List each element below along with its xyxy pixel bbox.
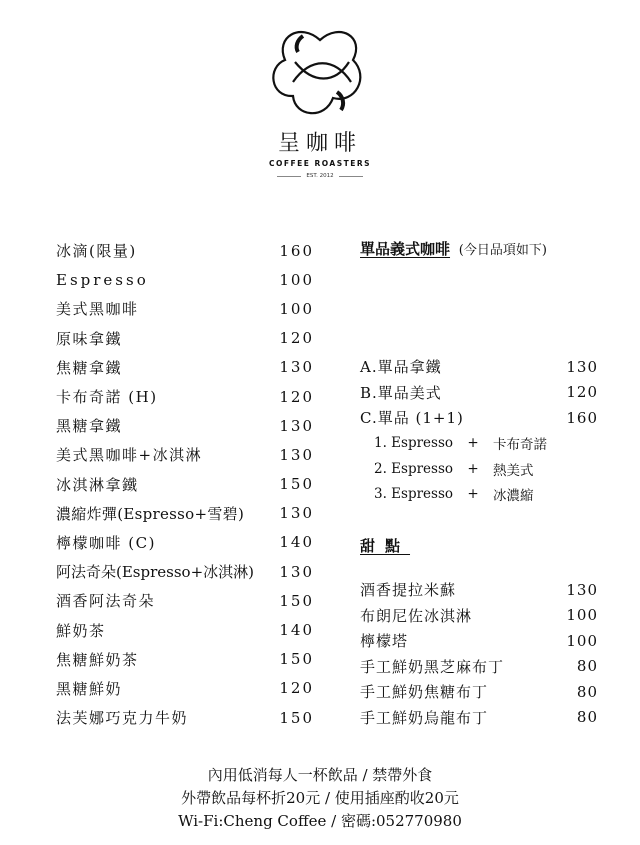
combo-plus: + <box>467 435 479 452</box>
item-name: 濃縮炸彈(Espresso+雪碧) <box>56 504 245 523</box>
item-price: 120 <box>279 387 314 406</box>
item-name: 檸檬塔 <box>360 632 409 651</box>
menu-row <box>56 236 314 265</box>
item-name: 冰滴(限量) <box>56 242 137 261</box>
item-name: 酒香阿法奇朵 <box>56 592 156 611</box>
item-price: 130 <box>566 580 598 599</box>
dessert-heading: 甜點 <box>360 537 411 555</box>
item-price: 130 <box>279 358 314 377</box>
footer-line-wifi: Wi-Fi:Cheng Coffee / 密碼:052770980 <box>178 812 462 830</box>
menu-row <box>56 499 314 528</box>
menu-row <box>56 645 314 674</box>
item-name: 法芙娜巧克力牛奶 <box>56 709 189 728</box>
item-name: 美式黑咖啡+冰淇淋 <box>56 446 203 465</box>
divider <box>339 176 363 177</box>
item-price: 80 <box>576 657 598 676</box>
item-name: 手工鮮奶黑芝麻布丁 <box>360 657 505 676</box>
item-price: 100 <box>279 299 314 318</box>
menu-row <box>56 294 314 323</box>
item-name: 手工鮮奶焦糖布丁 <box>360 683 489 702</box>
single-origin-heading <box>360 238 598 259</box>
menu-row <box>56 440 314 469</box>
menu-row <box>360 354 598 380</box>
item-price: 130 <box>279 562 314 581</box>
established-text: EST. 2012 <box>306 173 334 179</box>
flower-logo-icon <box>265 22 375 122</box>
single-origin-section <box>360 238 598 259</box>
menu-row <box>56 382 314 411</box>
item-name: B.單品美式 <box>360 383 442 402</box>
dessert-list <box>360 577 598 730</box>
footer-line-minimum: 內用低消每人一杯飲品 / 禁帶外食 <box>207 766 433 784</box>
item-name: 美式黑咖啡 <box>56 300 139 319</box>
combo-right: 卡布奇諾 <box>493 437 548 454</box>
menu-row <box>56 586 314 615</box>
menu-row <box>360 405 598 431</box>
dessert-section <box>360 535 598 556</box>
item-price: 150 <box>279 650 314 669</box>
menu-row <box>360 603 598 629</box>
menu-row <box>56 353 314 382</box>
menu-row <box>56 265 314 294</box>
item-name: 手工鮮奶烏龍布丁 <box>360 708 489 727</box>
item-price: 130 <box>279 416 314 435</box>
item-price: 130 <box>566 357 598 376</box>
item-price: 100 <box>566 631 598 650</box>
combo-plus: + <box>467 460 479 477</box>
menu-row <box>360 705 598 731</box>
item-price: 80 <box>576 682 598 701</box>
combo-row <box>360 482 598 508</box>
brand-logo <box>0 22 640 179</box>
item-price: 130 <box>279 445 314 464</box>
item-name: 原味拿鐵 <box>56 329 123 348</box>
item-price: 120 <box>566 383 598 402</box>
menu-row <box>360 380 598 406</box>
combo-plus: + <box>467 486 479 503</box>
item-name: 冰淇淋拿鐵 <box>56 475 139 494</box>
item-name: 檸檬咖啡 (C) <box>56 533 156 552</box>
item-price: 150 <box>279 708 314 727</box>
combo-row <box>360 431 598 457</box>
item-name: 布朗尼佐冰淇淋 <box>360 606 473 625</box>
item-price: 130 <box>279 504 314 523</box>
footer-line-takeout: 外帶飲品每杯折20元 / 使用插座酌收20元 <box>181 789 459 807</box>
menu-row <box>360 679 598 705</box>
section-note: (今日品項如下) <box>458 243 547 258</box>
item-price: 120 <box>279 679 314 698</box>
item-name: 焦糖鮮奶茶 <box>56 650 139 669</box>
item-name: 卡布奇諾 (H) <box>56 388 158 407</box>
item-price: 100 <box>566 606 598 625</box>
item-name: 黑糖鮮奶 <box>56 679 123 698</box>
item-price: 100 <box>279 270 314 289</box>
footer-notes <box>0 764 640 833</box>
menu-row <box>56 557 314 586</box>
divider <box>277 176 301 177</box>
item-name: A.單品拿鐵 <box>360 358 442 377</box>
item-price: 140 <box>279 621 314 640</box>
menu-row <box>360 654 598 680</box>
item-price: 80 <box>576 708 598 727</box>
combo-right: 冰濃縮 <box>493 488 534 505</box>
item-name: 鮮奶茶 <box>56 621 106 640</box>
item-price: 120 <box>279 329 314 348</box>
item-price: 140 <box>279 533 314 552</box>
brand-subtitle: COFFEE ROASTERS <box>268 159 372 168</box>
single-origin-list <box>360 354 598 507</box>
combo-right: 熱美式 <box>493 462 534 479</box>
combo-left: 1. Espresso <box>374 435 454 452</box>
item-name: C.單品 (1+1) <box>360 409 464 428</box>
item-price: 150 <box>279 591 314 610</box>
item-name: 焦糖拿鐵 <box>56 358 123 377</box>
menu-row <box>56 470 314 499</box>
brand-established <box>0 173 640 179</box>
combo-left: 2. Espresso <box>374 460 454 477</box>
combo-row <box>360 456 598 482</box>
menu-row <box>360 628 598 654</box>
menu-row <box>56 528 314 557</box>
menu-row <box>360 577 598 603</box>
menu-row <box>56 703 314 732</box>
brand-name: 呈咖啡 <box>277 131 362 156</box>
item-price: 150 <box>279 475 314 494</box>
drink-menu <box>56 236 314 732</box>
menu-row <box>56 324 314 353</box>
menu-row <box>56 615 314 644</box>
menu-row <box>56 411 314 440</box>
item-name: 酒香提拉米蘇 <box>360 581 457 600</box>
item-name: 阿法奇朵(Espresso+冰淇淋) <box>56 563 254 582</box>
item-price: 160 <box>566 408 598 427</box>
item-price: 160 <box>279 241 314 260</box>
item-name: 黑糖拿鐵 <box>56 417 123 436</box>
menu-row <box>56 674 314 703</box>
section-title: 單品義式咖啡 <box>360 240 451 258</box>
item-name: Espresso <box>56 270 149 289</box>
combo-left: 3. Espresso <box>374 486 454 503</box>
